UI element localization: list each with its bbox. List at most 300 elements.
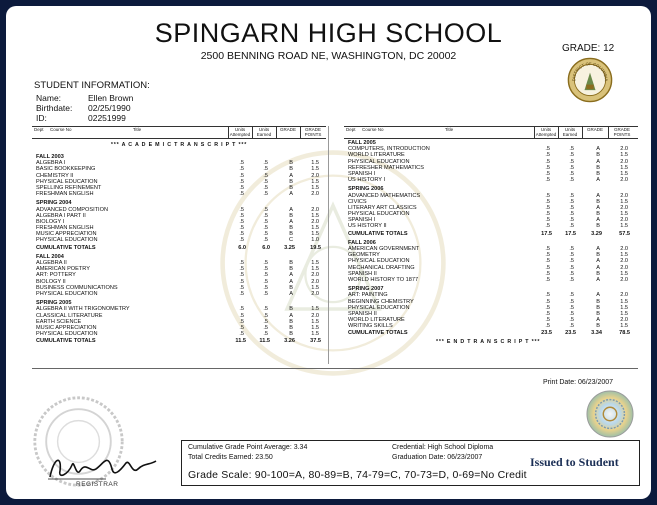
course-title: PHYSICAL EDUCATION bbox=[348, 211, 410, 218]
units-attempted: .5 bbox=[239, 184, 244, 191]
units-earned: .5 bbox=[569, 223, 574, 230]
term-label: FALL 2003 bbox=[36, 154, 64, 160]
cumulative-totals-row bbox=[344, 231, 638, 237]
units-earned: .5 bbox=[263, 272, 268, 279]
units-earned: .5 bbox=[569, 258, 574, 265]
units-attempted: .5 bbox=[545, 298, 550, 305]
school-address: 2500 BENNING ROAD NE, WASHINGTON, DC 20002 bbox=[200, 50, 457, 62]
units-earned: .5 bbox=[263, 306, 268, 313]
registrar-label: REGISTRAR bbox=[76, 481, 119, 488]
course-title: ALGEBRA I bbox=[36, 160, 66, 167]
cumulative-units-attempted: 11.5 bbox=[235, 338, 246, 345]
course-title: EARTH SCIENCE bbox=[36, 318, 82, 325]
course-grade: A bbox=[289, 206, 293, 213]
units-earned: .5 bbox=[263, 166, 268, 173]
cumulative-units-earned: 6.0 bbox=[262, 244, 270, 251]
grade-points: 2.0 bbox=[311, 218, 319, 225]
term-label: FALL 2006 bbox=[348, 239, 376, 246]
units-earned: .5 bbox=[569, 310, 574, 317]
course-title: AMERICAN POETRY bbox=[36, 266, 90, 273]
course-grade: B bbox=[289, 231, 293, 238]
course-title: REFRESHER MATHEMATICS bbox=[348, 164, 424, 171]
course-title: MUSIC APPRECIATION bbox=[36, 231, 97, 238]
table-header bbox=[32, 126, 326, 139]
units-earned: .5 bbox=[263, 284, 268, 291]
total-credits: Total Credits Earned: 23.50 bbox=[188, 454, 273, 461]
cumulative-grade-points: 78.5 bbox=[619, 330, 630, 337]
grade-points: 2.0 bbox=[311, 290, 319, 297]
course-title: BUSINESS COMMUNICATIONS bbox=[36, 284, 118, 291]
student-info-heading: STUDENT INFORMATION: bbox=[34, 80, 150, 91]
course-title: BIOLOGY I bbox=[36, 218, 65, 225]
course-title: WORLD LITERATURE bbox=[348, 152, 405, 159]
units-attempted: .5 bbox=[239, 218, 244, 225]
course-grade: B bbox=[289, 266, 293, 273]
course-grade: A bbox=[289, 218, 293, 225]
course-grade: A bbox=[596, 204, 600, 211]
course-title: ALGEBRA II bbox=[36, 260, 67, 266]
course-grade: A bbox=[596, 146, 600, 153]
course-grade: A bbox=[596, 317, 600, 324]
units-attempted: .5 bbox=[239, 306, 244, 313]
grade-points: 1.5 bbox=[311, 266, 319, 273]
units-attempted: .5 bbox=[545, 317, 550, 324]
transcript-table-left bbox=[32, 126, 326, 366]
units-earned: .5 bbox=[263, 260, 268, 266]
course-grade: B bbox=[596, 298, 600, 305]
grade-points: 1.5 bbox=[311, 160, 319, 167]
print-date: Print Date: 06/23/2007 bbox=[543, 379, 614, 386]
cumulative-grade-points: 19.5 bbox=[310, 244, 321, 251]
units-earned: .5 bbox=[263, 218, 268, 225]
course-title: CLASSICAL LITERATURE bbox=[36, 312, 103, 319]
course-title: GEOMETRY bbox=[348, 252, 380, 259]
grade-points: 2.0 bbox=[311, 312, 319, 319]
units-attempted: .5 bbox=[545, 276, 550, 283]
units-attempted: .5 bbox=[545, 264, 550, 271]
units-attempted: .5 bbox=[239, 206, 244, 213]
course-grade: A bbox=[289, 312, 293, 319]
course-grade: B bbox=[596, 304, 600, 311]
units-attempted: .5 bbox=[239, 278, 244, 285]
units-attempted: .5 bbox=[239, 312, 244, 319]
course-title: SPANISH I bbox=[348, 217, 376, 224]
cumulative-gpa: 3.25 bbox=[284, 244, 295, 251]
course-title: PHYSICAL EDUCATION bbox=[348, 158, 410, 165]
units-attempted: .5 bbox=[545, 146, 550, 153]
units-attempted: .5 bbox=[239, 318, 244, 325]
units-attempted: .5 bbox=[545, 252, 550, 259]
course-grade: B bbox=[289, 318, 293, 325]
units-earned: .5 bbox=[263, 191, 268, 198]
units-earned: .5 bbox=[569, 276, 574, 283]
units-earned: .5 bbox=[569, 270, 574, 277]
units-earned: .5 bbox=[569, 198, 574, 205]
course-title: WRITING SKILLS bbox=[348, 323, 393, 330]
name-label: Name: bbox=[36, 93, 62, 103]
cumulative-gpa: 3.26 bbox=[284, 338, 295, 345]
grade-points: 2.0 bbox=[311, 278, 319, 285]
course-grade: B bbox=[596, 170, 600, 177]
units-attempted: .5 bbox=[239, 191, 244, 198]
grade-points: 2.0 bbox=[620, 258, 628, 265]
header-grade-points: GRADE POINTS bbox=[613, 127, 631, 137]
term-label: SPRING 2005 bbox=[36, 300, 72, 307]
course-grade: B bbox=[289, 160, 293, 167]
course-grade: A bbox=[596, 292, 600, 299]
units-attempted: .5 bbox=[239, 284, 244, 291]
transcript-rows-right bbox=[344, 137, 638, 345]
cumulative-totals-row bbox=[344, 330, 638, 336]
units-attempted: .5 bbox=[545, 258, 550, 265]
course-grade: B bbox=[289, 284, 293, 291]
units-earned: .5 bbox=[263, 206, 268, 213]
grade-points: 1.5 bbox=[620, 223, 628, 230]
units-earned: .5 bbox=[263, 160, 268, 167]
units-earned: .5 bbox=[263, 212, 268, 219]
grade-label: GRADE: 12 bbox=[562, 43, 615, 54]
header-units-earned: Units Earned bbox=[562, 127, 578, 137]
course-title: ART: PAINTING bbox=[348, 292, 388, 299]
course-title: CIVICS bbox=[348, 198, 367, 205]
grade-points: 2.0 bbox=[620, 317, 628, 324]
course-grade: B bbox=[289, 324, 293, 331]
grade-points: 1.5 bbox=[311, 178, 319, 185]
units-earned: .5 bbox=[263, 312, 268, 319]
student-name: Ellen Brown bbox=[88, 93, 134, 103]
course-title: LITERARY ART CLASSICS bbox=[348, 204, 417, 211]
summary-box bbox=[181, 440, 640, 486]
student-name-row bbox=[36, 93, 133, 103]
course-grade: A bbox=[289, 290, 293, 297]
course-grade: B bbox=[596, 270, 600, 277]
units-attempted: .5 bbox=[239, 160, 244, 167]
course-title: SPANISH II bbox=[348, 270, 377, 277]
cumulative-grade-points: 37.5 bbox=[310, 338, 321, 345]
grade-points: 2.0 bbox=[311, 191, 319, 198]
grade-points: 1.5 bbox=[311, 225, 319, 232]
units-earned: .5 bbox=[569, 292, 574, 299]
grade-points: 2.0 bbox=[311, 206, 319, 213]
course-title: ART: POTTERY bbox=[36, 272, 76, 279]
units-attempted: .5 bbox=[545, 217, 550, 224]
header-grade: GRADE bbox=[586, 127, 603, 132]
id-label: ID: bbox=[36, 113, 47, 123]
grade-points: 1.5 bbox=[620, 152, 628, 159]
grade-points: 1.5 bbox=[311, 231, 319, 238]
course-title: PHYSICAL EDUCATION bbox=[348, 304, 410, 311]
course-grade: B bbox=[596, 211, 600, 218]
units-earned: .5 bbox=[569, 211, 574, 218]
course-row bbox=[32, 237, 326, 243]
header-course-no: Course No bbox=[362, 127, 384, 132]
course-title: FRESHMAN ENGLISH bbox=[36, 191, 94, 198]
credential: Credential: High School Diploma bbox=[392, 444, 494, 451]
cumulative-grade-points: 57.5 bbox=[619, 230, 630, 237]
cumulative-units-attempted: 17.5 bbox=[541, 230, 552, 237]
cumulative-label: CUMULATIVE TOTALS bbox=[36, 338, 96, 345]
units-earned: .5 bbox=[569, 252, 574, 259]
cumulative-label: CUMULATIVE TOTALS bbox=[348, 230, 408, 237]
course-title: SPANISH II bbox=[348, 310, 377, 317]
course-grade: A bbox=[596, 192, 600, 199]
course-grade: B bbox=[596, 223, 600, 230]
cumulative-gpa: Cumulative Grade Point Average: 3.34 bbox=[188, 444, 308, 451]
units-earned: .5 bbox=[569, 217, 574, 224]
course-grade: B bbox=[596, 323, 600, 330]
units-attempted: .5 bbox=[545, 192, 550, 199]
registrar-signature-icon bbox=[46, 449, 158, 484]
course-grade: B bbox=[289, 306, 293, 313]
units-earned: .5 bbox=[569, 152, 574, 159]
cumulative-units-earned: 23.5 bbox=[565, 330, 576, 337]
student-id: 02251999 bbox=[88, 113, 126, 123]
grade-points: 2.0 bbox=[620, 276, 628, 283]
units-attempted: .5 bbox=[239, 290, 244, 297]
course-row bbox=[344, 177, 638, 183]
graduation-date: Graduation Date: 06/23/2007 bbox=[392, 454, 483, 461]
grade-points: 2.0 bbox=[311, 272, 319, 279]
units-attempted: .5 bbox=[239, 266, 244, 273]
cumulative-label: CUMULATIVE TOTALS bbox=[348, 330, 408, 337]
units-attempted: .5 bbox=[545, 198, 550, 205]
cumulative-units-earned: 11.5 bbox=[259, 338, 270, 345]
units-attempted: .5 bbox=[545, 177, 550, 184]
grade-points: 1.5 bbox=[620, 323, 628, 330]
units-attempted: .5 bbox=[239, 331, 244, 338]
student-birthdate: 02/25/1990 bbox=[88, 103, 131, 113]
school-name: SPINGARN HIGH SCHOOL bbox=[154, 18, 503, 48]
header-grade: GRADE bbox=[279, 127, 296, 132]
course-title: SPANISH I bbox=[348, 170, 376, 177]
header-units-attempted: Units Attempted bbox=[229, 127, 251, 137]
course-title: MECHANICAL DRAFTING bbox=[348, 264, 415, 271]
term-label: FALL 2005 bbox=[348, 140, 376, 146]
course-grade: A bbox=[596, 246, 600, 252]
header-dept: Dept bbox=[34, 127, 44, 132]
grade-points: 1.5 bbox=[620, 252, 628, 259]
units-earned: .5 bbox=[569, 192, 574, 199]
course-title: MUSIC APPRECIATION bbox=[36, 324, 97, 331]
course-title: COMPUTERS, INTRODUCTION bbox=[348, 146, 430, 153]
units-attempted: .5 bbox=[239, 172, 244, 179]
units-earned: .5 bbox=[263, 324, 268, 331]
course-grade: A bbox=[289, 272, 293, 279]
course-grade: A bbox=[596, 217, 600, 224]
units-attempted: .5 bbox=[545, 164, 550, 171]
units-earned: .5 bbox=[569, 298, 574, 305]
grade-points: 1.5 bbox=[311, 184, 319, 191]
units-attempted: .5 bbox=[545, 223, 550, 230]
student-birthdate-row bbox=[36, 103, 131, 113]
course-grade: B bbox=[596, 164, 600, 171]
cumulative-label: CUMULATIVE TOTALS bbox=[36, 244, 96, 251]
course-grade: A bbox=[289, 191, 293, 198]
units-earned: .5 bbox=[263, 172, 268, 179]
grade-points: 2.0 bbox=[620, 217, 628, 224]
units-attempted: .5 bbox=[239, 225, 244, 232]
units-earned: .5 bbox=[569, 264, 574, 271]
course-grade: A bbox=[596, 264, 600, 271]
cumulative-totals-row bbox=[32, 245, 326, 251]
units-attempted: .5 bbox=[545, 204, 550, 211]
transcript-rows-left bbox=[32, 140, 326, 346]
course-title: AMERICAN GOVERNMENT bbox=[348, 246, 420, 252]
course-grade: B bbox=[596, 198, 600, 205]
course-grade: A bbox=[596, 158, 600, 165]
grade-points: 2.0 bbox=[620, 158, 628, 165]
course-title: FRESHMAN ENGLISH bbox=[36, 225, 94, 232]
course-title: WORLD HISTORY TO 1877 bbox=[348, 276, 419, 283]
units-attempted: .5 bbox=[239, 231, 244, 238]
units-attempted: .5 bbox=[239, 178, 244, 185]
units-attempted: .5 bbox=[239, 272, 244, 279]
units-earned: .5 bbox=[569, 246, 574, 252]
issued-to-student: Issued to Student bbox=[530, 455, 619, 469]
grade-points: 1.5 bbox=[311, 331, 319, 338]
term-label: SPRING 2004 bbox=[36, 200, 72, 207]
grade-points: 1.5 bbox=[311, 318, 319, 325]
course-title: ALGEBRA I PART II bbox=[36, 212, 86, 219]
term-label: FALL 2004 bbox=[36, 253, 64, 260]
units-earned: .5 bbox=[263, 231, 268, 238]
grade-points: 1.5 bbox=[311, 284, 319, 291]
cumulative-gpa: 3.29 bbox=[591, 230, 602, 237]
header-dept: Dept bbox=[346, 127, 356, 132]
academic-transcript-banner: *** A C A D E M I C T R A N S C R I P T *** bbox=[110, 142, 248, 148]
course-grade: A bbox=[596, 276, 600, 283]
transcript-table-right bbox=[344, 126, 638, 366]
units-earned: .5 bbox=[263, 184, 268, 191]
grade-points: 1.5 bbox=[311, 212, 319, 219]
course-title: US HISTORY I bbox=[348, 177, 385, 184]
course-grade: B bbox=[596, 310, 600, 317]
units-attempted: .5 bbox=[545, 170, 550, 177]
units-attempted: .5 bbox=[545, 152, 550, 159]
units-attempted: .5 bbox=[545, 158, 550, 165]
units-earned: .5 bbox=[263, 178, 268, 185]
course-grade: A bbox=[596, 258, 600, 265]
units-earned: .5 bbox=[569, 158, 574, 165]
units-attempted: .5 bbox=[545, 270, 550, 277]
course-title: US HISTORY II bbox=[348, 223, 387, 230]
course-row bbox=[32, 331, 326, 337]
units-attempted: .5 bbox=[545, 323, 550, 330]
grade-points: 2.0 bbox=[620, 292, 628, 299]
units-attempted: .5 bbox=[239, 237, 244, 244]
units-attempted: .5 bbox=[545, 211, 550, 218]
course-title: WORLD LITERATURE bbox=[348, 317, 405, 324]
units-earned: .5 bbox=[569, 204, 574, 211]
units-attempted: .5 bbox=[545, 246, 550, 252]
grade-points: 2.0 bbox=[620, 177, 628, 184]
grade-points: 1.5 bbox=[311, 306, 319, 313]
header-grade-points: GRADE POINTS bbox=[304, 127, 322, 137]
header-units-earned: Units Earned bbox=[256, 127, 272, 137]
header-title: Title bbox=[444, 127, 454, 132]
units-earned: .5 bbox=[263, 237, 268, 244]
term-label: SPRING 2006 bbox=[348, 186, 384, 193]
course-grade: B bbox=[289, 184, 293, 191]
course-title: PHYSICAL EDUCATION bbox=[36, 178, 98, 185]
cumulative-units-earned: 17.5 bbox=[565, 230, 576, 237]
units-attempted: .5 bbox=[239, 260, 244, 266]
course-grade: B bbox=[289, 166, 293, 173]
course-grade: B bbox=[596, 152, 600, 159]
grade-points: 1.5 bbox=[620, 298, 628, 305]
header-course-no: Course No bbox=[50, 127, 72, 132]
course-grade: B bbox=[289, 225, 293, 232]
units-earned: .5 bbox=[569, 164, 574, 171]
cumulative-units-attempted: 6.0 bbox=[238, 244, 246, 251]
column-divider bbox=[328, 126, 329, 364]
term-label: SPRING 2007 bbox=[348, 286, 384, 293]
course-grade: B bbox=[289, 178, 293, 185]
grade-points: 1.5 bbox=[311, 260, 319, 266]
grade-points: 1.5 bbox=[620, 270, 628, 277]
course-title: PHYSICAL EDUCATION bbox=[36, 331, 98, 338]
course-grade: A bbox=[289, 172, 293, 179]
course-title: ALGEBRA II WITH TRIGONOMETRY bbox=[36, 306, 130, 313]
grade-points: 1.5 bbox=[311, 166, 319, 173]
course-grade: B bbox=[596, 252, 600, 259]
course-title: BEGINNING CHEMISTRY bbox=[348, 298, 414, 305]
header-units-attempted: Units Attempted bbox=[535, 127, 557, 137]
units-earned: .5 bbox=[569, 323, 574, 330]
cumulative-gpa: 3.34 bbox=[591, 330, 602, 337]
grade-points: 2.0 bbox=[620, 146, 628, 153]
units-earned: .5 bbox=[263, 290, 268, 297]
course-row bbox=[32, 291, 326, 297]
units-earned: .5 bbox=[569, 304, 574, 311]
units-earned: .5 bbox=[569, 170, 574, 177]
cumulative-totals-row bbox=[32, 338, 326, 344]
course-title: BASIC BOOKKEEPING bbox=[36, 166, 96, 173]
end-transcript-banner: *** E N D T R A N S C R I P T *** bbox=[436, 338, 541, 345]
transcript-document bbox=[6, 6, 651, 499]
course-grade: A bbox=[289, 278, 293, 285]
grade-points: 2.0 bbox=[311, 172, 319, 179]
course-row bbox=[344, 323, 638, 329]
course-grade: B bbox=[289, 212, 293, 219]
units-earned: .5 bbox=[263, 278, 268, 285]
district-seal-icon bbox=[567, 57, 613, 103]
course-title: PHYSICAL EDUCATION bbox=[36, 290, 98, 297]
table-bottom-rule bbox=[32, 368, 638, 369]
course-title: PHYSICAL EDUCATION bbox=[348, 258, 410, 265]
course-title: CHEMISTRY II bbox=[36, 172, 74, 179]
units-attempted: .5 bbox=[239, 324, 244, 331]
course-row bbox=[32, 191, 326, 197]
units-earned: .5 bbox=[569, 146, 574, 153]
course-grade: A bbox=[596, 177, 600, 184]
units-attempted: .5 bbox=[239, 166, 244, 173]
grade-scale: Grade Scale: 90-100=A, 80-89=B, 74-79=C, 70-73=D, 0-69=No Credit bbox=[188, 469, 527, 481]
units-earned: .5 bbox=[263, 331, 268, 338]
grade-points: 1.0 bbox=[311, 237, 319, 244]
course-title: PHYSICAL EDUCATION bbox=[36, 237, 98, 244]
grade-points: 2.0 bbox=[620, 264, 628, 271]
course-title: BIOLOGY II bbox=[36, 278, 66, 285]
birthdate-label: Birthdate: bbox=[36, 103, 73, 113]
course-grade: B bbox=[289, 331, 293, 338]
cumulative-units-attempted: 23.5 bbox=[541, 330, 552, 337]
course-title: ADVANCED COMPOSITION bbox=[36, 206, 108, 213]
units-earned: .5 bbox=[263, 225, 268, 232]
grade-points: 1.5 bbox=[620, 198, 628, 205]
grade-points: 1.5 bbox=[620, 304, 628, 311]
course-title: ADVANCED MATHEMATICS bbox=[348, 192, 421, 199]
